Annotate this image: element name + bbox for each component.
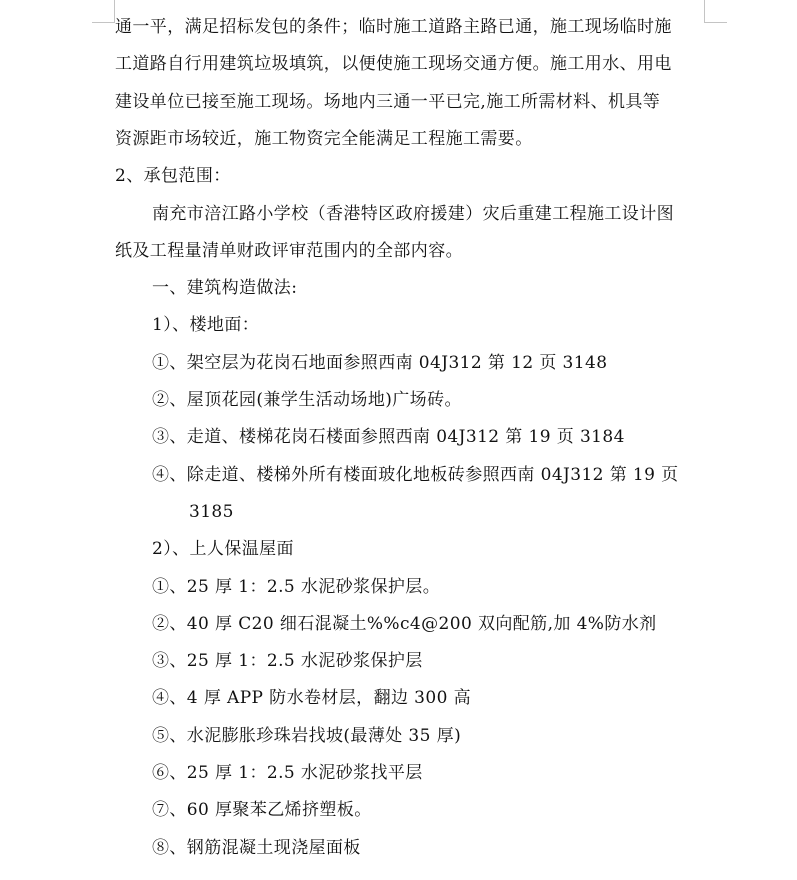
- text-line: ④、4 厚 APP 防水卷材层，翻边 300 高: [152, 688, 472, 709]
- text-line: ②、40 厚 C20 细石混凝土%%c4@200 双向配筋,加 4%防水剂: [152, 613, 657, 634]
- text-line: 南充市涪江路小学校（香港特区政府援建）灾后重建工程施工设计图: [152, 203, 674, 224]
- text-line: ③、走道、楼梯花岗石楼面参照西南 04J312 第 19 页 3184: [152, 427, 625, 448]
- text-line: ⑧、钢筋混凝土现浇屋面板: [152, 837, 361, 858]
- text-line: ⑦、60 厚聚苯乙烯挤塑板。: [152, 800, 372, 821]
- text-line: 一、建筑构造做法:: [152, 278, 298, 299]
- text-line: 1）、楼地面：: [152, 315, 260, 336]
- page-margin-corner-top-left: [92, 0, 115, 23]
- text-line: 2）、上人保温屋面: [152, 539, 294, 560]
- text-line: ⑤、水泥膨胀珍珠岩找坡(最薄处 35 厚): [152, 725, 462, 746]
- text-line: 资源距市场较近，施工物资完全能满足工程施工需要。: [115, 128, 533, 149]
- text-line: 建设单位已接至施工现场。场地内三通一平已完,施工所需材料、机具等: [115, 91, 661, 112]
- text-line: ③、25 厚 1：2.5 水泥砂浆保护层: [152, 651, 423, 672]
- page-margin-corner-top-right: [704, 0, 727, 23]
- text-line: ①、架空层为花岗石地面参照西南 04J312 第 12 页 3148: [152, 352, 608, 373]
- text-line: 工道路自行用建筑垃圾填筑，以便使施工现场交通方便。施工用水、用电: [115, 54, 672, 75]
- text-line: ②、屋顶花园(兼学生活动场地)广场砖。: [152, 390, 462, 410]
- text-line: ④、除走道、楼梯外所有楼面玻化地板砖参照西南 04J312 第 19 页: [152, 464, 679, 485]
- text-line: 纸及工程量清单财政评审范围内的全部内容。: [115, 240, 463, 261]
- text-line: ⑥、25 厚 1：2.5 水泥砂浆找平层: [152, 763, 423, 783]
- text-line: 通一平，满足招标发包的条件；临时施工道路主路已通，施工现场临时施: [115, 17, 672, 37]
- text-line: 3185: [189, 501, 234, 522]
- text-line: ①、25 厚 1：2.5 水泥砂浆保护层。: [152, 576, 441, 597]
- text-line: 2、承包范围：: [115, 166, 231, 187]
